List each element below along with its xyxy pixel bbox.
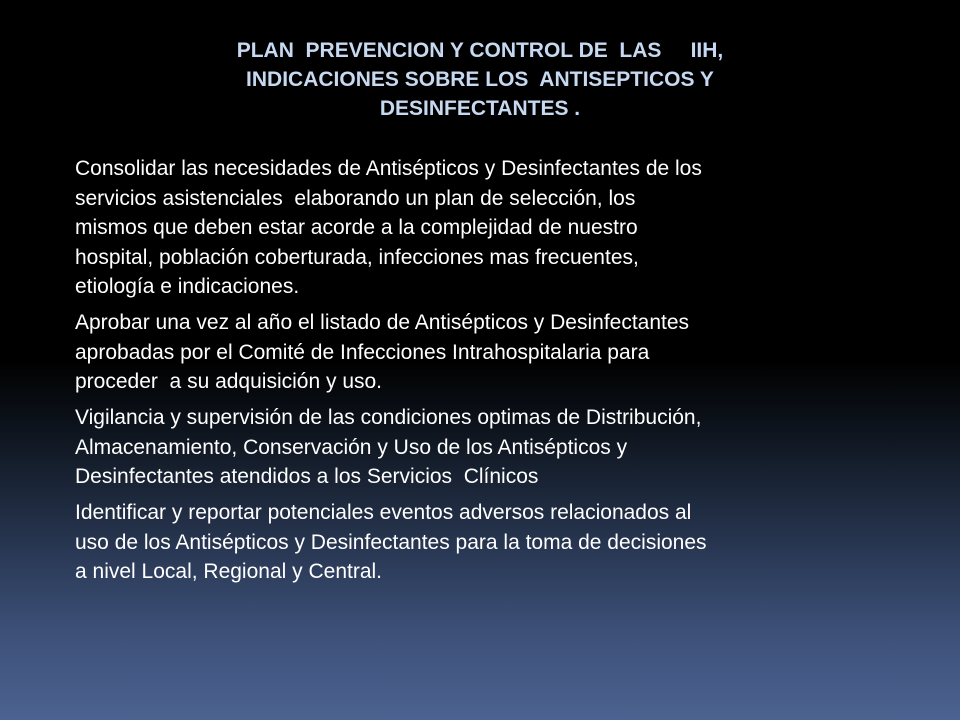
slide-body [75, 154, 895, 593]
paragraph-consolidar [75, 154, 895, 302]
paragraph-aprobar [75, 308, 895, 397]
paragraph-line: Desinfectantes atendidos a los Servicios Clínicos [75, 465, 539, 488]
paragraph-line: a nivel Local, Regional y Central. [75, 560, 383, 583]
paragraph-line: Vigilancia y supervisión de las condiciones optimas de Distribución, [75, 406, 702, 429]
paragraph-line: Identificar y reportar potenciales eventos adversos relacionados al [75, 501, 692, 524]
title-line: INDICACIONES SOBRE LOS ANTISEPTICOS Y [246, 68, 714, 91]
title-line: DESINFECTANTES . [379, 97, 581, 120]
title-line: PLAN PREVENCION Y CONTROL DE LAS IIH, [236, 39, 724, 62]
paragraph-line: aprobadas por el Comité de Infecciones Intrahospitalaria para [75, 340, 650, 364]
paragraph-line: Almacenamiento, Conservación y Uso de los Antisépticos y [75, 435, 628, 459]
paragraph-line: servicios asistenciales elaborando un plan de selección, los [75, 186, 636, 210]
paragraph-line: proceder a su adquisición y uso. [75, 370, 383, 393]
paragraph-line: uso de los Antisépticos y Desinfectantes para la toma de decisiones [75, 530, 707, 554]
paragraph-line: etiología e indicaciones. [75, 275, 300, 298]
slide-title [120, 36, 840, 123]
paragraph-identificar [75, 498, 895, 587]
paragraph-line: Consolidar las necesidades de Antisépticos y Desinfectantes de los [75, 157, 702, 180]
paragraph-vigilancia [75, 403, 895, 492]
paragraph-line: Aprobar una vez al año el listado de Antisépticos y Desinfectantes [75, 311, 690, 334]
paragraph-line: mismos que deben estar acorde a la complejidad de nuestro [75, 216, 638, 239]
paragraph-line: hospital, población coberturada, infecciones mas frecuentes, [75, 245, 639, 269]
